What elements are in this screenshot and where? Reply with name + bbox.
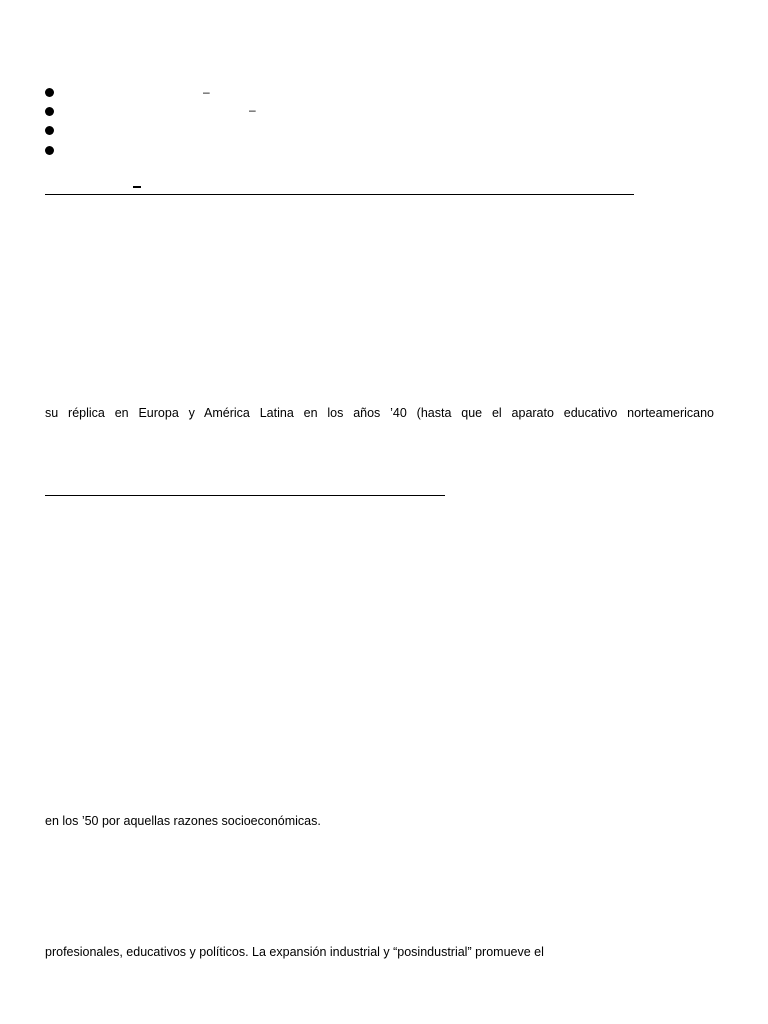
paragraph-line-1: su réplica en Europa y América Latina en los años ’40 (hasta que el aparato educativo norteamericano [45,406,714,420]
paragraph-line-2: en los ’50 por aquellas razones socioeconómicas. [45,814,321,828]
bullet-1-dash: – [203,85,210,99]
bullet-1 [45,88,54,97]
paragraph-line-3: profesionales, educativos y políticos. La expansión industrial y “posindustrial” promueve el [45,945,544,959]
bullet-2 [45,107,54,116]
bullet-4 [45,146,54,155]
section-rule [45,495,445,496]
bullet-2-dash: – [249,103,256,117]
heading-dash [133,186,141,188]
heading-rule [45,194,634,195]
bullet-3 [45,126,54,135]
